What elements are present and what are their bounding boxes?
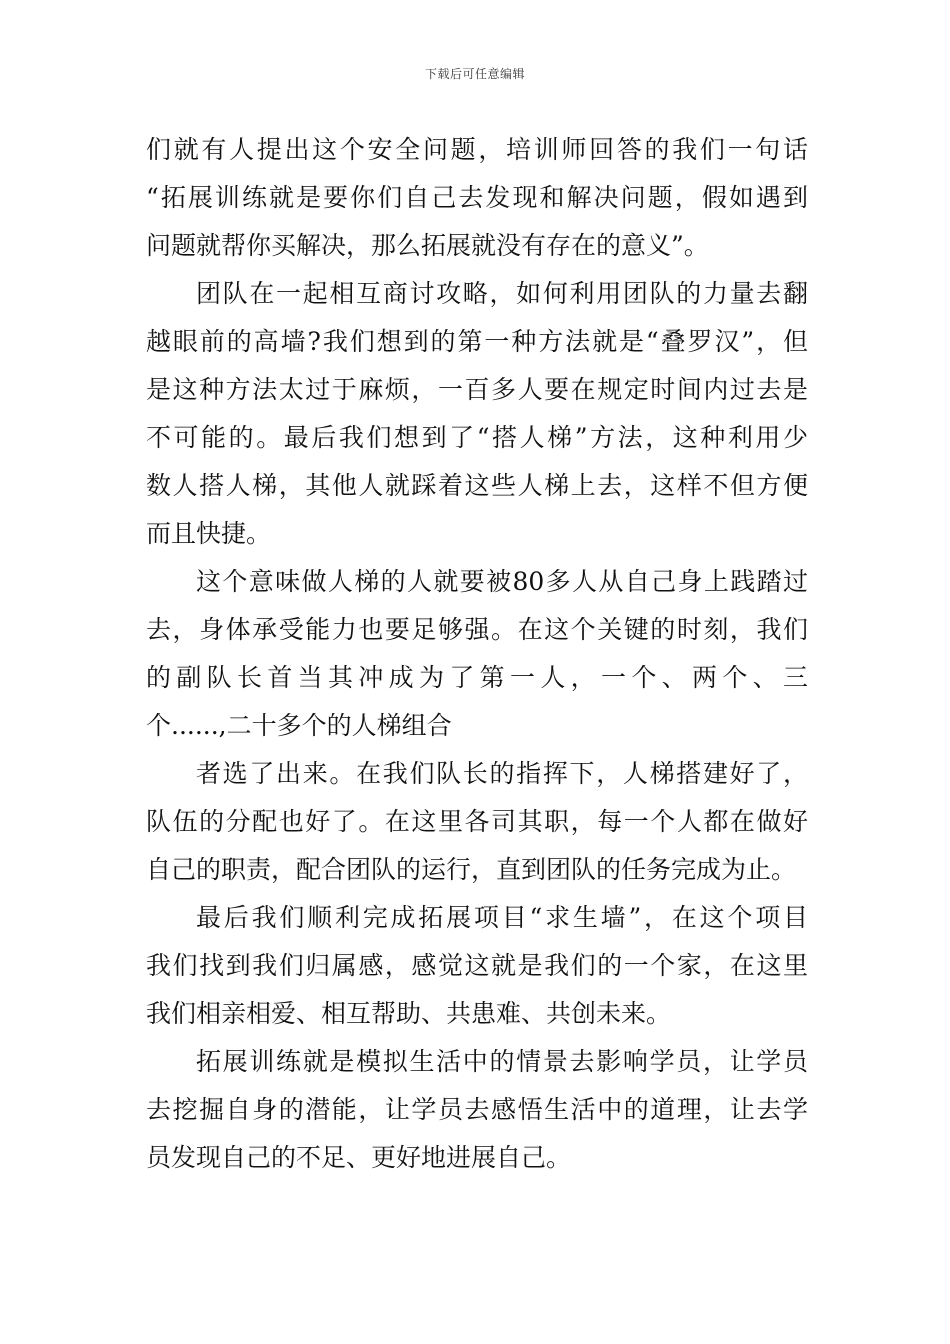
text-line: 个......,二十多个的人梯组合: [146, 711, 452, 740]
text-line: 队伍的分配也好了。在这里各司其职，每一个人都在做好: [146, 807, 808, 836]
text-line: 数人搭人梯，其他人就踩着这些人梯上去，这样不但方便: [146, 471, 808, 500]
text-line: 是这种方法太过于麻烦，一百多人要在规定时间内过去是: [146, 375, 808, 404]
page-header: 下载后可任意编辑: [424, 67, 525, 81]
text-line: “拓展训练就是要你们自己去发现和解决问题，假如遇到: [146, 183, 808, 212]
text-line: 去挖掘自身的潜能，让学员去感悟生活中的道理，让去学: [146, 1095, 808, 1124]
text-line: 们就有人提出这个安全问题，培训师回答的我们一句话: [146, 135, 808, 164]
text-line: 员发现自己的不足、更好地进展自己。: [146, 1143, 572, 1172]
text-line: 拓展训练就是模拟生活中的情景去影响学员，让学员: [196, 1047, 808, 1076]
text-line: 问题就帮你买解决，那么拓展就没有存在的意义”。: [146, 231, 709, 260]
text-line: 最后我们顺利完成拓展项目“求生墙”，在这个项目: [196, 903, 808, 932]
text-line: 我们找到我们归属感，感觉这就是我们的一个家，在这里: [146, 951, 808, 980]
text-line: 去，身体承受能力也要足够强。在这个关键的时刻，我们: [146, 615, 808, 644]
paragraph: [146, 750, 808, 894]
text-line: 而且快捷。: [146, 519, 272, 548]
text-line: 我们相亲相爱、相互帮助、共患难、共创未来。: [146, 999, 672, 1028]
text-line: 不可能的。最后我们想到了“搭人梯”方法，这种利用少: [146, 423, 808, 452]
text-line: 自己的职责，配合团队的运行，直到团队的任务完成为止。: [146, 855, 797, 884]
text-line: 的副队长首当其冲成为了第一人，一个、两个、三: [146, 663, 808, 692]
paragraph: [146, 1038, 808, 1182]
text-line: 这个意味做人梯的人就要被80多人从自己身上践踏过: [196, 567, 808, 596]
text-line: 团队在一起相互商讨攻略，如何利用团队的力量去翻: [196, 279, 808, 308]
paragraph: [146, 558, 808, 750]
text-line: 者选了出来。在我们队长的指挥下，人梯搭建好了，: [196, 759, 808, 788]
paragraph: [146, 126, 808, 270]
document-body: [146, 126, 808, 1182]
paragraph: [146, 270, 808, 558]
text-line: 越眼前的高墙?我们想到的第一种方法就是“叠罗汉”，但: [146, 327, 808, 356]
paragraph: [146, 894, 808, 1038]
